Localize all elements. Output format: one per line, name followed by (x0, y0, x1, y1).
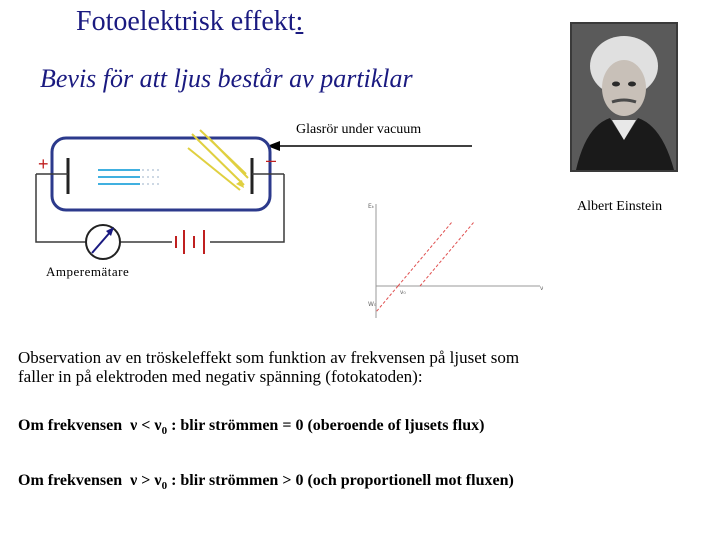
condition-subscript: 0 (161, 480, 168, 493)
electron-traces (142, 170, 162, 184)
slide-title-colon: : (295, 6, 304, 37)
portrait-face (602, 60, 646, 116)
battery (176, 230, 204, 254)
portrait-eye-left (612, 82, 620, 87)
minus-sign: – (266, 150, 277, 170)
electron-beams (98, 170, 140, 184)
slide-title-text: Fotoelektrisk effekt (76, 6, 296, 37)
circuit-wire-left (36, 212, 86, 242)
ammeter-label: Amperemätare (46, 264, 130, 279)
tube-label: Glasrör under vacuum (296, 122, 422, 137)
condition-nu0: ν (154, 417, 162, 434)
graph-x-axis-label: ν (540, 285, 544, 292)
glass-tube (52, 138, 270, 210)
graph-y-top-label: Eₖ (368, 203, 375, 210)
light-ray (208, 137, 248, 178)
observation-text (18, 348, 658, 386)
condition-above-threshold (18, 472, 514, 492)
ammeter (86, 225, 120, 259)
portrait-caption: Albert Einstein (577, 199, 663, 214)
condition-operator: < (141, 417, 151, 434)
plus-sign: + (38, 154, 49, 174)
graph-line (398, 222, 452, 286)
condition-rest: : blir strömmen = 0 (oberoende of ljusets flux) (171, 417, 485, 434)
slide-subtitle: Bevis för att ljus består av partiklar (40, 64, 413, 93)
condition-nu: ν (130, 417, 138, 434)
observation-line: Observation av en tröskeleffekt som funktion av frekvensen på ljuset som (18, 348, 520, 367)
graph-x-origin-label: ν₀ (400, 289, 406, 296)
condition-below-threshold (18, 417, 484, 437)
einstein-portrait (570, 22, 678, 172)
condition-nu: ν (130, 472, 138, 489)
portrait-eye-right (628, 82, 636, 87)
condition-operator: > (141, 472, 151, 489)
graph-line (420, 222, 474, 286)
observation-line: faller in på elektroden med negativ spänning (fotokatoden): (18, 367, 423, 386)
condition-rest: : blir strömmen > 0 (och proportionell mot fluxen) (171, 472, 514, 489)
light-ray (192, 134, 244, 185)
circuit-wire-right (210, 212, 284, 242)
condition-subscript: 0 (161, 425, 168, 438)
graph-y-bottom-label: W₀ (368, 301, 377, 308)
condition-prefix: Om frekvensen (18, 472, 123, 489)
threshold-graph (368, 203, 544, 318)
graph-line-extension (376, 286, 398, 312)
condition-nu0: ν (154, 472, 162, 489)
condition-prefix: Om frekvensen (18, 417, 123, 434)
